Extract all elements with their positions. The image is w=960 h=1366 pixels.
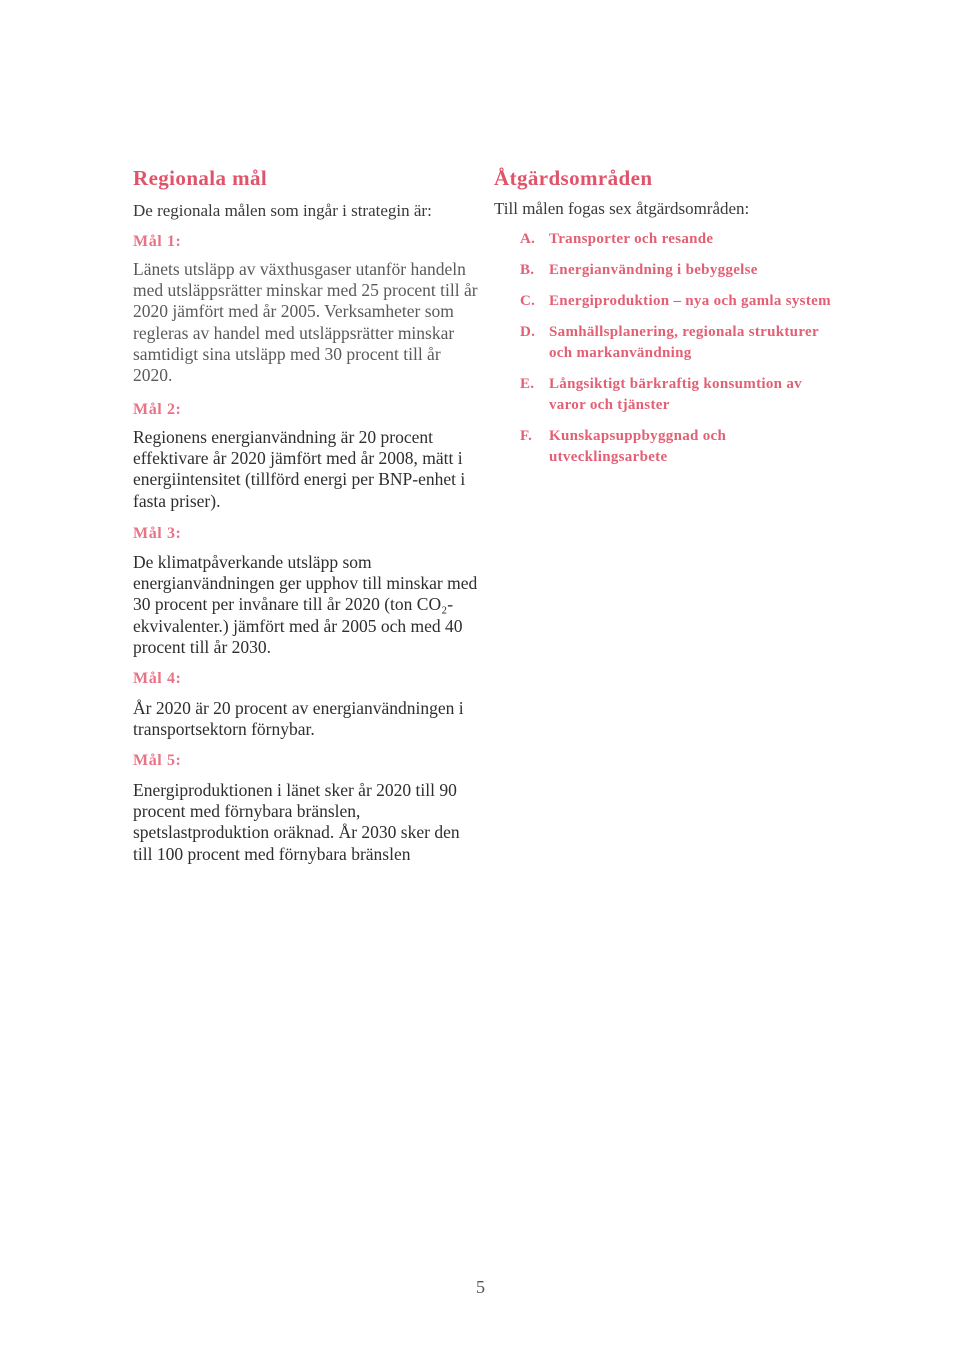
action-area-a xyxy=(520,229,840,250)
action-area-text: Kunskapsuppbyggnad och utvecklingsarbete xyxy=(549,428,727,465)
action-areas-list xyxy=(520,229,840,468)
action-areas-heading: Åtgärdsområden xyxy=(494,166,653,190)
action-area-b xyxy=(520,260,840,281)
goal-1-label: Mål 1: xyxy=(133,233,182,250)
action-areas-intro: Till målen fogas sex åtgärdsområden: xyxy=(494,199,750,218)
action-area-text: Samhällsplanering, regionala strukturer och markanvändning xyxy=(549,324,819,361)
action-area-d xyxy=(520,322,840,364)
goal-4-text: År 2020 är 20 procent av energianvändningen i transportsektorn förnybar. xyxy=(133,698,464,740)
goal-4-label: Mål 4: xyxy=(133,670,182,687)
action-area-text: Energianvändning i bebyggelse xyxy=(549,262,758,278)
goal-3-text: De klimatpåverkande utsläpp som energianvändningen ger upphov till minskar med 30 procent per invånare till år 2020 (ton CO₂- ekvivalenter.) jämfört med år 2005 och med 40 procent till år 2030. xyxy=(133,552,478,657)
regional-goals-heading: Regionala mål xyxy=(133,166,268,190)
action-area-f xyxy=(520,426,840,468)
goal-2-text: Regionens energianvändning är 20 procent effektivare år 2020 jämfört med år 2008, mätt i energiintensitet (tillförd energi per BNP-enhet i fasta priser). xyxy=(133,427,466,511)
action-area-e xyxy=(520,374,840,416)
action-area-letter: B. xyxy=(520,262,535,278)
action-area-c xyxy=(520,291,840,312)
goal-3-label: Mål 3: xyxy=(133,525,182,542)
action-area-text: Långsiktigt bärkraftig konsumtion av varor och tjänster xyxy=(549,376,802,413)
action-area-letter: F. xyxy=(520,428,533,444)
action-area-letter: D. xyxy=(520,324,536,340)
goal-5-text: Energiproduktionen i länet sker år 2020 till 90 procent med förnybara bränslen, spetslastproduktion oräknad. År 2030 sker den till 100 procent med förnybara bränslen xyxy=(133,780,460,864)
page-number: 5 xyxy=(476,1277,485,1297)
action-area-letter: C. xyxy=(520,293,536,309)
goal-2-label: Mål 2: xyxy=(133,401,182,418)
action-area-letter: E. xyxy=(520,376,535,392)
action-area-text: Transporter och resande xyxy=(549,231,714,247)
goal-1-text: Länets utsläpp av växthusgaser utanför handeln med utsläppsrätter minskar med 25 procent till år 2020 jämfört med år 2005. Verksamheter som regleras av handel med utsläppsrätter minskar samtidigt sina utsläpp med 30 procent till år 2020. xyxy=(133,259,478,386)
action-area-letter: A. xyxy=(520,231,536,247)
goal-5-label: Mål 5: xyxy=(133,752,182,769)
regional-goals-intro: De regionala målen som ingår i strategin är: xyxy=(133,201,432,220)
action-area-text: Energiproduktion – nya och gamla system xyxy=(549,293,831,309)
